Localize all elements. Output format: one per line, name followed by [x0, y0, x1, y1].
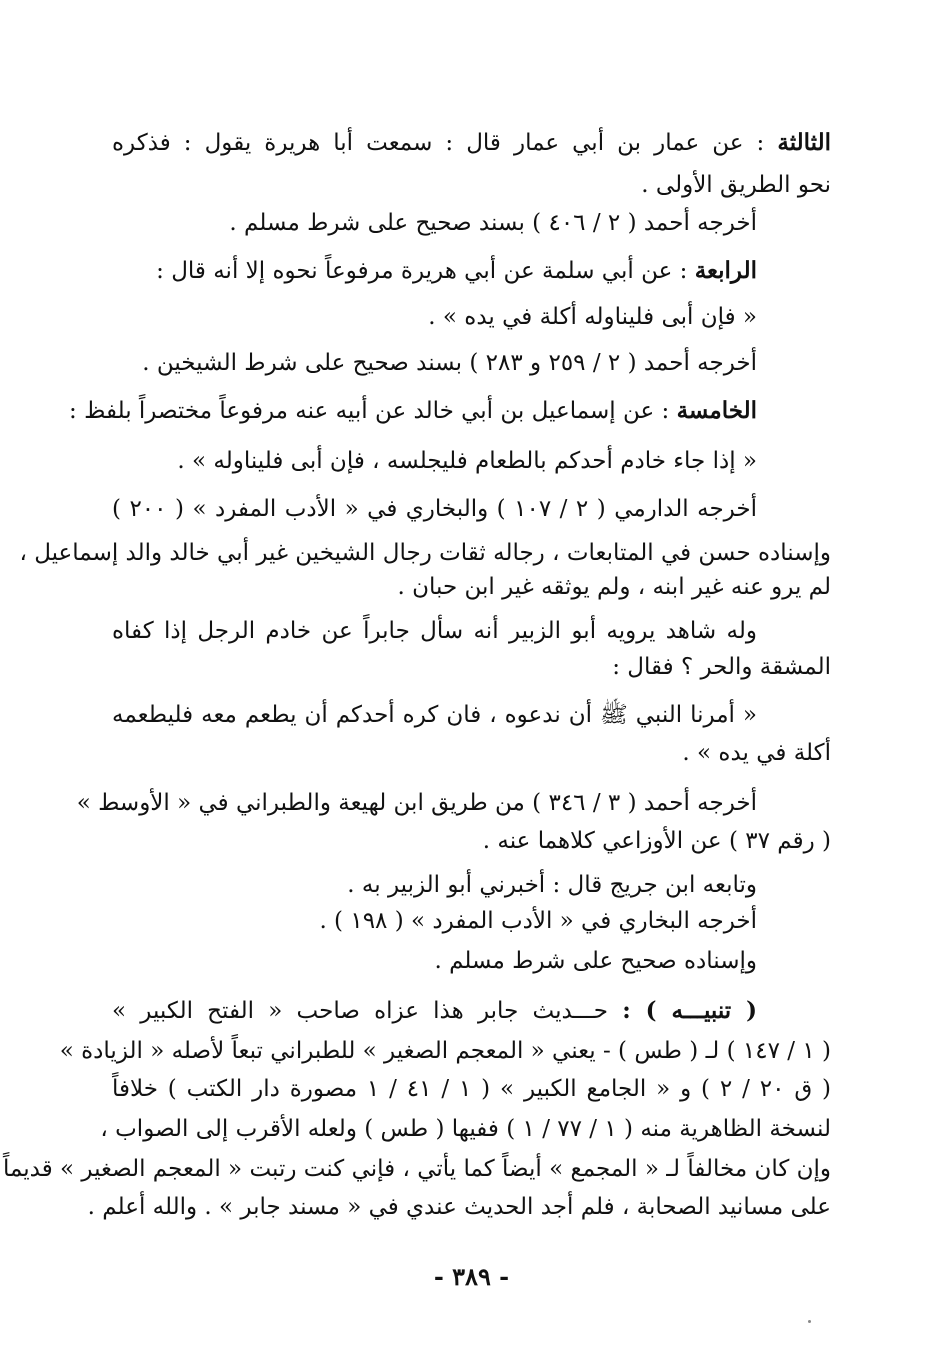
text-line: ( رقم ٣٧ ) عن الأوزاعي كلاهما عنه .	[482, 828, 831, 854]
text-line: أخرجه أحمد ( ٢ / ٢٥٩ و ٢٨٣ ) بسند صحيح على شرط الشيخين .	[142, 350, 757, 376]
text-line: الرابعة : عن أبي سلمة عن أبي هريرة مرفوعاً نحوه إلا أنه قال :	[156, 257, 757, 284]
text-line: أخرجه أحمد ( ٣ / ٣٤٦ ) من طريق ابن لهيعة والطبراني في « الأوسط »	[76, 790, 757, 816]
text-line: « فإن أبى فليناوله أكلة في يده » .	[428, 304, 757, 330]
text-line: أخرجه أحمد ( ٢ / ٤٠٦ ) بسند صحيح على شرط مسلم .	[229, 210, 757, 236]
page-number: - ٣٨٩ -	[433, 1262, 510, 1291]
text-line: وإسناده حسن في المتابعات ، رجاله ثقات رجال الشيخين غير أبي خالد والد إسماعيل ،	[19, 540, 831, 566]
text-line: ( ق ٢٠ / ٢ ) و « الجامع الكبير » ( ١ / ٤١ / ١ مصورة دار الكتب ) خلافاً	[112, 1076, 832, 1102]
section-keyword: ( تنبيـــه ) :	[622, 997, 758, 1024]
text-line: أخرجه البخاري في « الأدب المفرد » ( ١٩٨ ) .	[319, 908, 757, 934]
text-line: لنسخة الظاهرية منه ( ١ / ٧٧ / ١ ) ففيها ( طس ) ولعله الأقرب إلى الصواب ،	[100, 1116, 831, 1142]
section-keyword: الثالثة	[777, 129, 831, 156]
section-keyword: الخامسة	[676, 397, 757, 424]
scan-speck	[808, 1320, 811, 1323]
text-line: أخرجه الدارمي ( ٢ / ١٠٧ ) والبخاري في « الأدب المفرد » ( ٢٠٠ )	[112, 496, 757, 522]
text-line: ( تنبيـــه ) : حـــديث جابر هذا عزاه صاحب « الفتح الكبير »	[112, 997, 758, 1024]
text-line: ( ١ / ١٤٧ ) لـ ( طس ) - يعني « المعجم الصغير » للطبراني تبعاً لأصله « الزيادة »	[59, 1038, 831, 1064]
text-line: الثالثة : عن عمار بن أبي عمار قال : سمعت أبا هريرة يقول : فذكره	[112, 129, 831, 156]
text-line: لم يرو عنه غير ابنه ، ولم يوثقه غير ابن حبان .	[397, 574, 831, 600]
text-line: نحو الطريق الأولى .	[641, 172, 831, 198]
text-line: وتابعه ابن جريج قال : أخبرني أبو الزبير به .	[347, 872, 757, 898]
text-line: على مسانيد الصحابة ، فلم أجد الحديث عندي في « مسند جابر » . والله أعلم .	[87, 1194, 831, 1220]
text-line: وإن كان مخالفاً لـ « المجمع » أيضاً كما يأتي ، فإني كنت رتبت « المعجم الصغير » قديماً	[2, 1156, 831, 1182]
text-line: « أمرنا النبي ﷺ أن ندعوه ، فان كره أحدكم أن يطعم معه فليطعمه	[112, 702, 757, 728]
text-line: وإسناده صحيح على شرط مسلم .	[434, 948, 757, 974]
text-line: الخامسة : عن إسماعيل بن أبي خالد عن أبيه عنه مرفوعاً مختصراً بلفظ :	[69, 397, 757, 424]
text-line: أكلة في يده » .	[682, 740, 831, 766]
text-line: وله شاهد يرويه أبو الزبير أنه سأل جابراً عن خادم الرجل إذا كفاه	[112, 618, 757, 644]
text-line: « إذا جاء خادم أحدكم بالطعام فليجلسه ، فإن أبى فليناوله » .	[177, 448, 757, 474]
section-keyword: الرابعة	[694, 257, 757, 284]
text-line: المشقة والحر ؟ فقال :	[612, 654, 831, 680]
